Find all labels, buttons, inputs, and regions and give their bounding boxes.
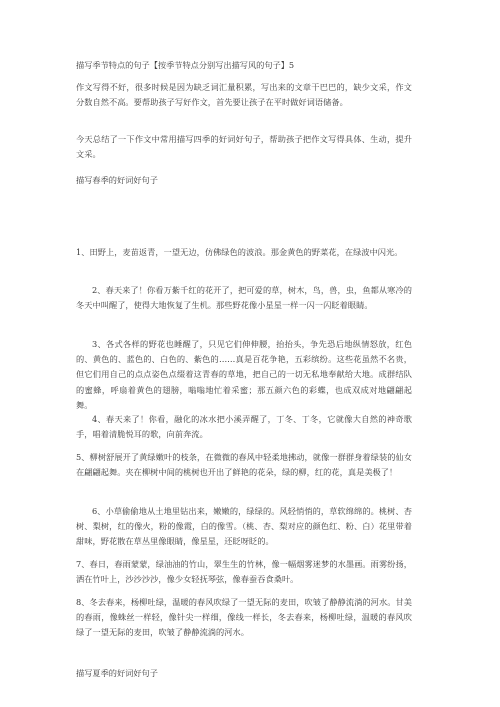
spring-heading: 描写春季的好词好句子 bbox=[76, 175, 158, 185]
summer-heading: 描写夏季的好词好句子 bbox=[76, 668, 158, 678]
intro-paragraph-1: 作文写得不好，很多时候是因为缺乏词汇量积累，写出来的文章干巴巴的，缺少文采，作文分数自然不高。要帮助孩子写好作文，首先要让孩子在平时做好词语储备。 bbox=[76, 82, 412, 108]
spring-item-8: 8、冬去春来，杨柳吐绿，温暖的春风吹绿了一望无际的麦田，吹皱了静静流淌的河水。甘美的春雨，像蛛丝一样轻，像针尖一样细，像线一样长，冬去春来，杨柳吐绿，温暖的春风吹绿了一望无际的麦田，吹皱了静静流淌的河水。 bbox=[76, 597, 412, 638]
spring-item-4: 4、春天来了！你看，融化的冰水把小溪弄醒了，丁冬、丁冬，它就像大自然的神奇歌手，唱着清脆悦耳的歌，向前奔流。 bbox=[76, 414, 412, 440]
spring-item-6: 6、小草偷偷地从土地里钻出来，嫩嫩的，绿绿的。风轻悄悄的，草软绵绵的。桃树、杏树、梨树，红的像火，粉的像霞，白的像雪。（桃、杏、梨对应的颜色红、粉、白）花里带着甜味，野花散在草丛里像眼睛，像星星，还眨呀眨的。 bbox=[76, 506, 412, 547]
spring-item-2: 2、春天来了！你看万紫千红的花开了，把可爱的草，树木，鸟，兽，虫，鱼都从寒冷的冬天中叫醒了，使得大地恢复了生机。那些野花像小星星一样一闪一闪眨着眼睛。 bbox=[76, 285, 412, 311]
document-title: 描写季节特点的句子【按季节特点分别写出描写风的句子】5 bbox=[76, 60, 295, 70]
spring-item-5: 5、柳树舒展开了黄绿嫩叶的枝条，在微微的春风中轻柔地拂动，就像一群群身着绿装的仙女在翩翩起舞。夹在柳树中间的桃树也开出了鲜艳的花朵，绿的柳，红的花，真是美极了！ bbox=[76, 452, 412, 478]
spring-item-1: 1、田野上，麦苗返青，一望无边，仿佛绿色的波浪。那金黄色的野菜花，在绿波中闪光。 bbox=[76, 247, 403, 257]
spring-item-7: 7、春日，春雨蒙蒙，绿油油的竹山，翠生生的竹林，像一幅烟雾迷梦的水墨画。雨雾纷扬，洒在竹叶上，沙沙沙沙，像少女轻抚琴弦，像春蚕吞食桑叶。 bbox=[76, 559, 412, 585]
intro-paragraph-2: 今天总结了一下作文中常用描写四季的好词好句子，帮助孩子把作文写得具体、生动，提升文采。 bbox=[76, 134, 412, 160]
spring-item-3: 3、各式各样的野花也睡醒了，只见它们伸伸腰，抬抬头，争先恐后地纵情怒放，红色的、黄色的、蓝色的、白色的、紫色的……真是百花争艳，五彩缤纷。这些花虽然不名贵，但它们用自己的点点姿色点缀着这青春的草地，把自己的一切无私地奉献给大地。成群结队的蜜蜂，呼扇着黄色的翅膀，嗡嗡地忙着采蜜；那五颜六色的彩蝶，也成双成对地翩翩起舞。 bbox=[76, 339, 412, 410]
